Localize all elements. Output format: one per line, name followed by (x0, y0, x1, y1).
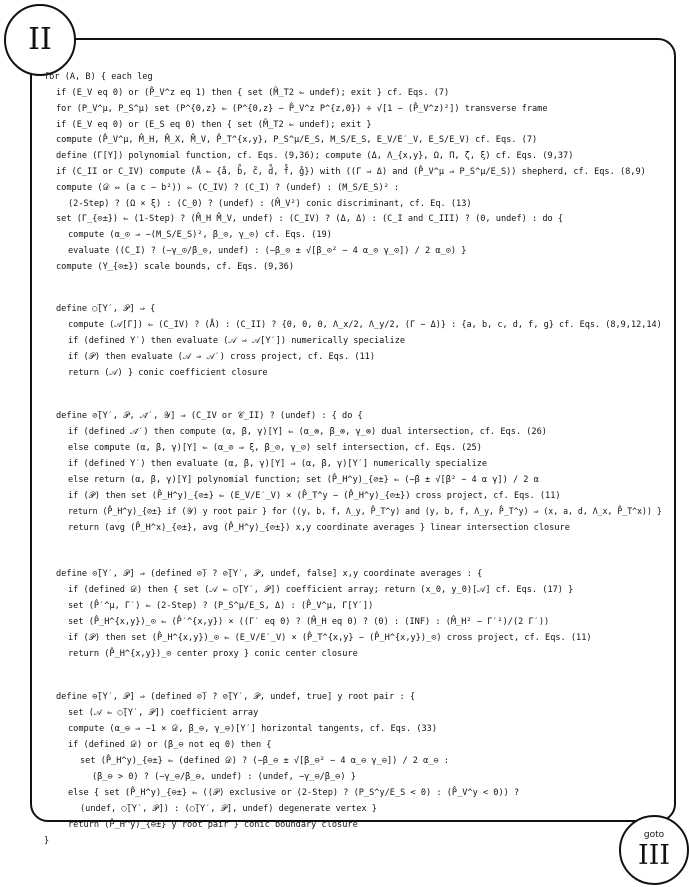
code-line: if (defined 𝒜̄′) then compute (α, β, γ)[Υ] ⇐ (α_⊗, β_⊗, γ_⊗) dual intersection, cf. Eqs. (26) (68, 427, 547, 437)
code-line: return (avg (P̂_H^x)_{⊘±}, avg (P̂_H^y)_{⊘±}) x,y coordinate averages } linear intersection closure (68, 523, 570, 533)
code-line: compute (α_⊙ ⇒ −(M_S/E_S)², β_⊙, γ_⊙) cf. Eqs. (19) (68, 230, 332, 240)
code-line: compute (P̂_V^μ, M̂_H, M̂_X, M̂_V, P̂_T^{x,y}, P_S^μ/E_S, M_S/E_S, E_V/E′_V, E_S/E_V) cf. Eqs. (7) (56, 135, 538, 145)
code-line: set (P̂′^μ, Γ′) ⇐ (2-Step) ? (P_S^μ/E_S, Δ) : (P̂_V^μ, Γ[Υ′]) (68, 601, 374, 611)
code-line: if (defined 𝒟) then { set (𝒜 ⇐ ○̅[Υ′, 𝒫]) coefficient array; return (x_0, y_0)[𝒜] cf. Eqs. (17) } (68, 585, 574, 595)
code-line: set (Γ_{⊙±}) ⇐ (1-Step) ? (M̂_H M̂_V, undef) : (C_IV) ? (Δ, Δ) : (C_I and C_III) ? (0, undef) : do { (56, 214, 564, 224)
code-line: compute (Υ_{⊙±}) scale bounds, cf. Eqs. (9,36) (56, 262, 294, 272)
goto-target: III (638, 840, 670, 871)
code-line: define ⊙̅[Υ′, 𝒫] ⇒ (defined ⊘̅) ? ⊘̅[Υ′, 𝒫, undef, false] x,y coordinate averages : { (56, 569, 483, 579)
code-line: return (𝒜) } conic coefficient closure (68, 368, 268, 378)
code-line: if (E_V eq 0) or (P̂_V^z eq 1) then { set (M̃_T2 ⇐ undef); exit } cf. Eqs. (7) (56, 88, 450, 98)
code-line: for (A, B) { each leg (44, 72, 153, 82)
code-line: set (P̂_H^{x,y})_⊙ ⇐ (P̂′^{x,y}) × ((Γ′ eq 0) ? (M̂_H eq 0) ? (0) : (INF) : (M̂_H² − Γ′²)/(2 Γ′)) (68, 617, 550, 627)
code-line: compute (𝒜[Γ]) ⇐ (C_IV) ? (Å) : (C_II) ? {0, 0, 0, Λ_x/2, Λ_y/2, (Γ − Δ)} : {a, b, c, d, f, g} cf. Eqs. (8,9,12,14) (68, 320, 662, 330)
code-line: return (P̂_H^y)_{⊘±} if (𝒴) y root pair } for ((y, b, f, Λ_y, P̂_T^y) and (y, b, f, Λ_y, P̂_T^y) ⇒ (x, a, d, Λ_x, P̂_T^x)) } (68, 507, 662, 517)
section-number: II (28, 22, 52, 57)
code-line: define ○̅[Υ′, 𝒫] ⇒ { (56, 304, 156, 314)
code-line: if (E_V eq 0) or (E_S eq 0) then { set (M̃_T2 ⇐ undef); exit } (56, 120, 372, 130)
code-line: set (P̂_H^y)_{⊖±} ⇐ (defined 𝒟) ? (−β_⊖ ± √[β_⊖² − 4 α_⊖ γ_⊖]) / 2 α_⊖ : (80, 756, 450, 766)
code-line: (2-Step) ? (Ω × ξ) : (C_0) ? (undef) : (M̂_V²) conic discriminant, cf. Eq. (13) (68, 199, 472, 209)
code-line: define ⊘̅[Υ′, 𝒫, 𝒜̄′, 𝒴] ⇒ (C_IV or 𝒞_II) ? (undef) : { do { (56, 411, 363, 421)
code-line: if (𝒫) then evaluate (𝒜 ⇒ 𝒜′) cross project, cf. Eqs. (11) (68, 352, 376, 362)
code-line: else compute (α, β, γ)[Υ] ⇐ (α_⊘ ⇒ ξ, β_⊘, γ_⊘) self intersection, cf. Eqs. (25) (68, 443, 482, 453)
goto-caption: goto (643, 830, 665, 840)
section-badge-top (4, 4, 76, 76)
code-line: (undef, ○̅[Υ′, 𝒫]) : (○̅[Υ′, 𝒫], undef) degenerate vertex } (80, 804, 377, 814)
code-line: compute (α_⊖ ⇒ −1 × 𝒟, β_⊖, γ_⊖)[Υ′] horizontal tangents, cf. Eqs. (33) (68, 724, 438, 734)
code-line: if (defined Υ′) then evaluate (𝒜 ⇒ 𝒜[Υ′]) numerically specialize (68, 336, 406, 346)
goto-badge (619, 815, 689, 885)
code-line: define ⊖̅[Υ′, 𝒫] ⇒ (defined ⊘̅) ? ⊘̅[Υ′, 𝒫, undef, true] y root pair : { (56, 692, 416, 702)
code-line: evaluate ((C_I) ? (−γ_⊙/β_⊙, undef) : (−β_⊙ ± √[β_⊙² − 4 α_⊙ γ_⊙]) / 2 α_⊙) } (68, 246, 467, 256)
code-line: return (P̂_H^{x,y})_⊙ center proxy } conic center closure (68, 649, 358, 659)
code-line: } (44, 836, 50, 846)
code-line: if (𝒫) then set (P̂_H^{x,y})_⊙ ⇐ (E_V/E′_V) × (P̂_T^{x,y} − (P̂_H^{x,y})_⊙) cross project, cf. Eqs. (11) (68, 633, 592, 643)
code-line: else { set (P̂_H^y)_{⊖±} ⇐ ((𝒫) exclusive or (2-Step) ? (P_S^y/E_S < 0) : (P̂_V^y < 0)) ? (68, 788, 520, 798)
code-line: if (C_II or C_IV) compute (Å ⇐ {å, b̊, c̊, d̊, f̊, g̊}) with ((Γ ⇒ Δ) and (P̂_V^μ ⇒ P_S^μ/E_S)) shepherd, cf. Eqs. (8,9) (56, 167, 646, 177)
code-line: return (P̂_H^y)_{⊖±} y root pair } conic boundary closure (68, 820, 358, 830)
code-line: (β_⊖ > 0) ? (−γ_⊖/β_⊖, undef) : (undef, −γ_⊖/β_⊖) } (92, 772, 356, 782)
code-line: if (defined 𝒟) or (β_⊖ not eq 0) then { (68, 740, 272, 750)
code-line: if (defined Υ′) then evaluate (α, β, γ)[Υ] ⇒ (α, β, γ)[Υ′] numerically specialize (68, 459, 488, 469)
code-line: if (𝒫) then set (P̂_H^y)_{⊘±} ⇐ (E_V/E′_V) × (P̂_T^y − (P̂_H^y)_{⊘±}) cross project, cf. Eqs. (11) (68, 491, 561, 501)
code-line: for (P_V^μ, P_S^μ) set (P^{0,z} ⇐ (P^{0,z} − P̂_V^z P^{z,0}) ÷ √[1 − (P̂_V^z)²]) transverse frame (56, 104, 548, 114)
code-line: else return (α, β, γ)[Υ] polynomial function; set (P̂_H^y)_{⊘±} ⇐ (−β ± √[β² − 4 α γ]) / 2 α (68, 475, 539, 485)
code-line: set (𝒜 ⇐ ○̅[Υ′, 𝒫]) coefficient array (68, 708, 259, 718)
code-line: define (Γ[Υ]) polynomial function, cf. Eqs. (9,36); compute (Δ, Λ_{x,y}, Ω, Π, ζ, ξ) cf. Eqs. (9,37) (56, 151, 574, 161)
code-line: compute (𝒟 ⇔ (a c − b²)) ⇐ (C_IV) ? (C_I) ? (undef) : (M_S/E_S)² : (56, 183, 400, 193)
